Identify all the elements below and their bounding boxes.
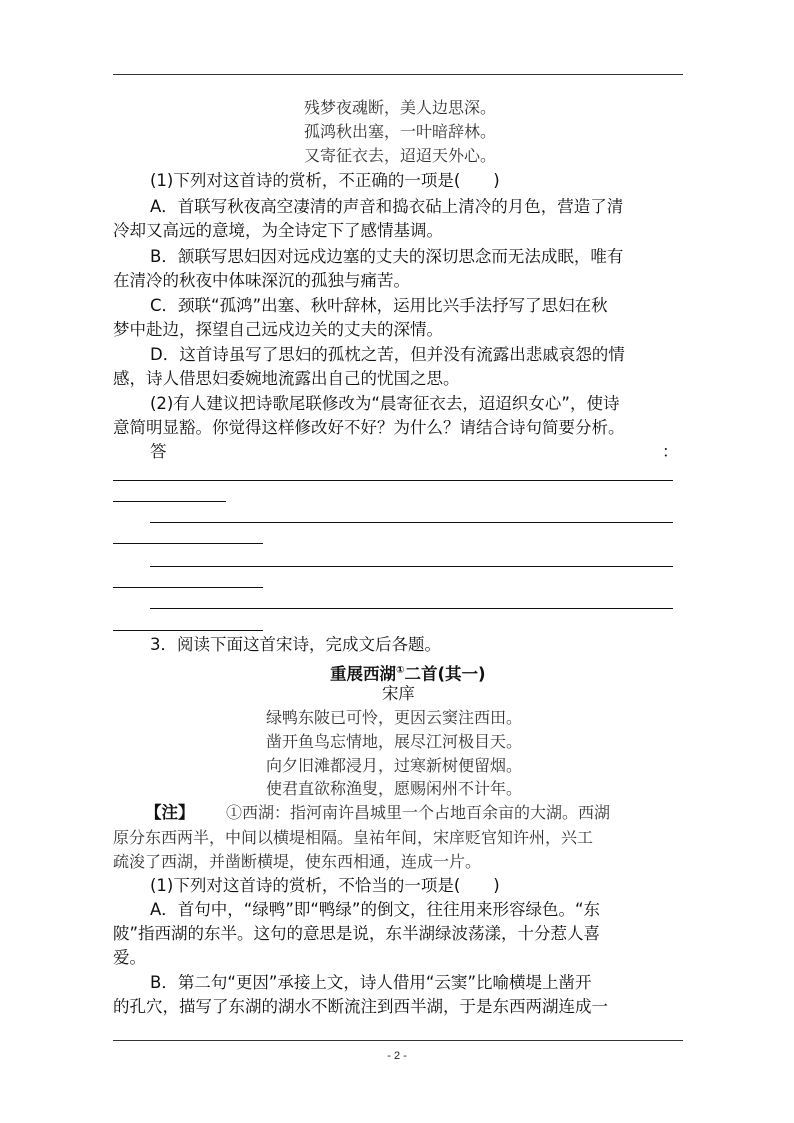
answer-line	[113, 501, 226, 502]
option-a-cont: 陂”指西湖的东半。这句的意思是说，东半湖绿波荡漾，十分惹人喜	[113, 924, 601, 943]
option-b: B．颔联写思妇因对远戍边塞的丈夫的深切思念而无法成眠，唯有	[150, 247, 624, 266]
answer-line	[113, 630, 263, 631]
note-label: 【注】	[145, 803, 195, 822]
answer-colon: ：	[662, 442, 679, 461]
answer-line	[113, 480, 673, 481]
poem-line: 绿鸭东陂已可怜，更因云窦注西田。	[266, 708, 523, 727]
question-intro: 3．阅读下面这首宋诗，完成文后各题。	[150, 635, 441, 654]
option-c: C．颈联“孤鸿”出塞、秋叶辞林，运用比兴手法抒写了思妇在秋	[150, 296, 608, 315]
option-a: A．首联写秋夜高空凄清的声音和捣衣砧上清冷的月色，营造了清	[150, 197, 624, 216]
poem-line: 向夕旧滩都浸月，过寒新树便留烟。	[266, 756, 523, 775]
poem-author: 宋庠	[382, 684, 415, 703]
option-b-cont: 的孔穴，描写了东湖的湖水不断流注到西半湖，于是东西两湖连成一	[113, 997, 608, 1016]
option-a-cont: 爱。	[113, 948, 146, 967]
page-number: - 2 -	[387, 1050, 407, 1062]
answer-line	[150, 566, 673, 567]
option-d-cont: 感，诗人借思妇委婉地流露出自己的忧国之思。	[113, 369, 460, 388]
poem-line: 孤鸿秋出塞，一叶暗辞林。	[304, 122, 497, 141]
poem-line: 残梦夜魂断，美人边思深。	[304, 98, 497, 117]
option-d: D．这首诗虽写了思妇的孤枕之苦，但并没有流露出悲戚哀怨的情	[150, 345, 625, 364]
poem-line: 又寄征衣去，迢迢天外心。	[304, 146, 497, 165]
note-text: ①西湖：指河南许昌城里一个占地百余亩的大湖。西湖	[226, 803, 611, 822]
answer-line	[150, 522, 673, 523]
answer-line	[113, 543, 263, 544]
poem-line: 使君直欲称渔叟，愿赐闲州不计年。	[266, 779, 523, 798]
header-rule	[113, 74, 683, 75]
option-b: B．第二句“更因”承接上文，诗人借用“云窦”比喻横堤上凿开	[150, 973, 592, 992]
answer-label: 答	[150, 442, 167, 461]
answer-line	[113, 587, 263, 588]
answer-line	[150, 608, 673, 609]
poem-line: 凿开鱼鸟忘情地，展尽江河极目天。	[266, 732, 523, 751]
option-a-cont: 冷却又高远的意境，为全诗定下了感情基调。	[113, 221, 443, 240]
note-text: 疏浚了西湖，并凿断横堤，使东西相通，连成一片。	[113, 852, 482, 871]
question-stem: (1)下列对这首诗的赏析，不正确的一项是( )	[150, 171, 500, 190]
poem-title: 重展西湖①二首(其一)	[330, 664, 486, 684]
option-b-cont: 在清冷的秋夜中体味深沉的孤独与痛苦。	[113, 271, 410, 290]
question-stem: (2)有人建议把诗歌尾联修改为“晨寄征衣去，迢迢织女心”，使诗	[150, 394, 620, 413]
question-stem-cont: 意简明显豁。你觉得这样修改好不好？为什么？请结合诗句简要分析。	[113, 418, 625, 437]
footer-rule	[113, 1040, 683, 1041]
option-c-cont: 梦中赴边，探望自己远戍边关的丈夫的深情。	[113, 320, 443, 339]
question-stem: (1)下列对这首诗的赏析，不恰当的一项是( )	[150, 876, 500, 895]
option-a: A．首句中，“绿鸭”即“鸭绿”的倒文，往往用来形容绿色。“东	[150, 900, 601, 919]
note-text: 原分东西两半，中间以横堤相隔。皇祐年间，宋庠贬官知许州，兴工	[113, 828, 594, 847]
